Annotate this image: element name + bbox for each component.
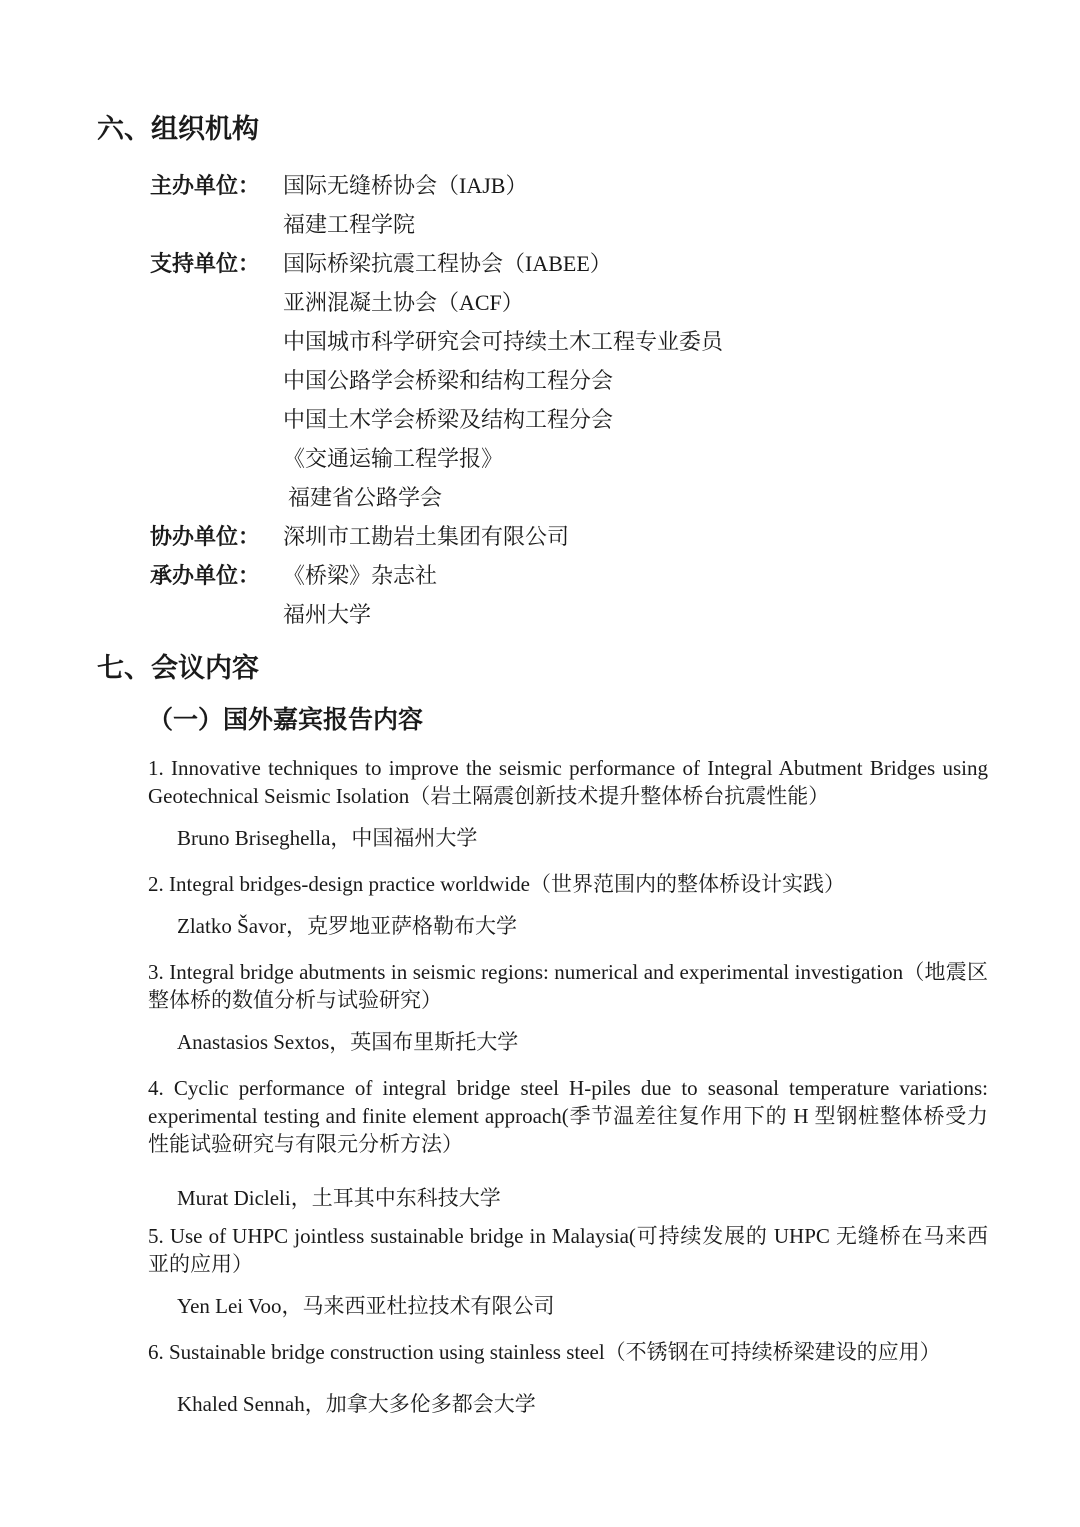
- org-row-coorganizer: [150, 517, 1010, 556]
- report-title: 4. Cyclic performance of integral bridge steel H-piles due to seasonal temperature variations: experimental testing and finite element approach(季节温差往复作用下的 H 型钢桩整体桥受力性能试验研究与有限元分析方法）: [148, 1076, 988, 1156]
- report-speaker: Anastasios Sextos，英国布里斯托大学: [177, 1030, 519, 1054]
- organization-list: [150, 166, 1010, 634]
- report-speaker: Murat Dicleli，土耳其中东科技大学: [177, 1186, 501, 1210]
- report-list: [148, 754, 1010, 1418]
- org-value-line: 中国公路学会桥梁和结构工程分会: [283, 368, 614, 393]
- report-item: [148, 958, 1010, 1056]
- report-item: [148, 1338, 1010, 1418]
- section-content-heading: 七、会议内容: [97, 653, 259, 683]
- org-row-values: [283, 517, 1010, 556]
- org-value-line: 深圳市工勘岩土集团有限公司: [283, 524, 570, 549]
- report-item: [148, 870, 1010, 940]
- org-value-line: 国际无缝桥协会（IAJB）: [283, 173, 528, 198]
- report-title: 5. Use of UHPC jointless sustainable bridge in Malaysia(可持续发展的 UHPC 无缝桥在马来西亚的应用）: [148, 1224, 988, 1276]
- report-item: [148, 1074, 1010, 1212]
- org-value-line: 亚洲混凝土协会（ACF）: [283, 290, 524, 315]
- org-value-line: 国际桥梁抗震工程协会（IABEE）: [283, 251, 612, 276]
- subsection-foreign-reports-heading: （一）国外嘉宾报告内容: [148, 707, 424, 734]
- org-value-line: 福建省公路学会: [288, 485, 443, 510]
- org-row-label: 主办单位：: [150, 173, 261, 198]
- report-item: [148, 1222, 1010, 1320]
- org-row-values: [283, 244, 1010, 517]
- report-item: [148, 754, 1010, 852]
- report-title: 2. Integral bridges-design practice worldwide（世界范围内的整体桥设计实践）: [148, 872, 845, 896]
- org-row-undertaker: [150, 556, 1010, 634]
- org-row-values: [283, 556, 1010, 634]
- report-speaker: Khaled Sennah，加拿大多伦多都会大学: [177, 1392, 536, 1416]
- org-row-values: [283, 166, 1010, 244]
- report-speaker: Bruno Briseghella，中国福州大学: [177, 826, 478, 850]
- org-row-host: [150, 166, 1010, 244]
- report-speaker: Yen Lei Voo，马来西亚杜拉技术有限公司: [177, 1294, 555, 1318]
- report-speaker: Zlatko Šavor，克罗地亚萨格勒布大学: [177, 914, 518, 938]
- org-value-line: 《交通运输工程学报》: [283, 446, 504, 471]
- org-value-line: 中国土木学会桥梁及结构工程分会: [283, 407, 614, 432]
- org-row-label: 协办单位：: [150, 524, 261, 549]
- org-row-label: 支持单位：: [150, 251, 261, 276]
- org-value-line: 福州大学: [283, 602, 372, 627]
- org-row-support: [150, 244, 1010, 517]
- org-value-line: 福建工程学院: [283, 212, 416, 237]
- report-title: 6. Sustainable bridge construction using stainless steel（不锈钢在可持续桥梁建设的应用）: [148, 1340, 941, 1364]
- report-title: 1. Innovative techniques to improve the seismic performance of Integral Abutment Bridges using Geotechnical Seismic Isolation（岩土隔震创新技术提升整体桥台抗震性能）: [148, 756, 988, 808]
- org-value-line: 中国城市科学研究会可持续土木工程专业委员: [283, 329, 724, 354]
- report-title: 3. Integral bridge abutments in seismic regions: numerical and experimental investigation（地震区整体桥的数值分析与试验研究）: [148, 960, 988, 1012]
- section-organization-heading: 六、组织机构: [97, 114, 259, 144]
- org-row-label: 承办单位：: [150, 563, 261, 588]
- org-value-line: 《桥梁》杂志社: [283, 563, 438, 588]
